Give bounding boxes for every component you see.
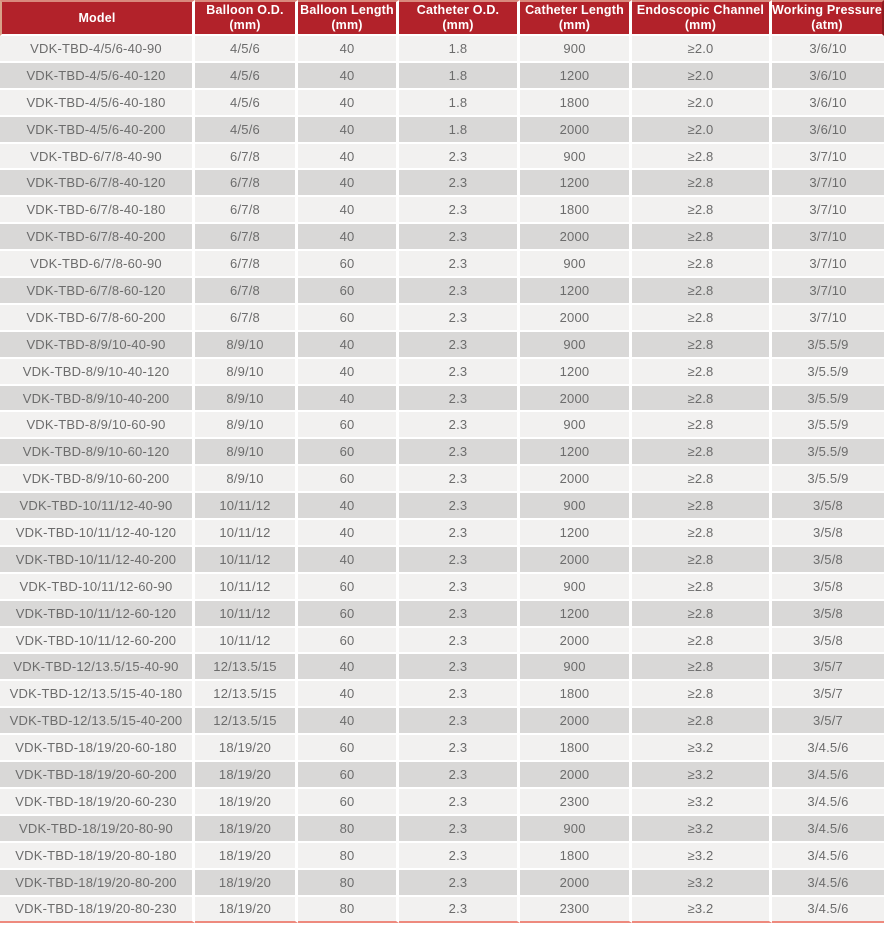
cell-catheter-length: 1200 xyxy=(520,359,632,386)
cell-model: VDK-TBD-8/9/10-40-120 xyxy=(0,359,195,386)
cell-model: VDK-TBD-10/11/12-60-200 xyxy=(0,628,195,655)
cell-balloon-length: 40 xyxy=(298,144,399,171)
cell-model: VDK-TBD-8/9/10-60-120 xyxy=(0,439,195,466)
cell-balloon-od: 12/13.5/15 xyxy=(195,708,298,735)
cell-catheter-od: 2.3 xyxy=(399,762,520,789)
cell-balloon-od: 18/19/20 xyxy=(195,762,298,789)
cell-model: VDK-TBD-18/19/20-80-200 xyxy=(0,870,195,897)
cell-model: VDK-TBD-6/7/8-40-120 xyxy=(0,170,195,197)
cell-working-pressure: 3/5.5/9 xyxy=(772,412,884,439)
cell-model: VDK-TBD-6/7/8-40-180 xyxy=(0,197,195,224)
table-row xyxy=(0,412,884,439)
cell-catheter-length: 2000 xyxy=(520,386,632,413)
cell-catheter-length: 2000 xyxy=(520,466,632,493)
cell-balloon-length: 40 xyxy=(298,170,399,197)
cell-balloon-length: 60 xyxy=(298,466,399,493)
cell-model: VDK-TBD-18/19/20-60-180 xyxy=(0,735,195,762)
table-row xyxy=(0,359,884,386)
cell-endoscopic-channel: ≥2.8 xyxy=(632,574,772,601)
cell-endoscopic-channel: ≥2.0 xyxy=(632,90,772,117)
column-header-label: Balloon Length xyxy=(300,3,394,18)
cell-working-pressure: 3/5/8 xyxy=(772,574,884,601)
cell-catheter-length: 2000 xyxy=(520,708,632,735)
cell-endoscopic-channel: ≥2.8 xyxy=(632,386,772,413)
cell-catheter-length: 2000 xyxy=(520,628,632,655)
cell-catheter-od: 2.3 xyxy=(399,439,520,466)
cell-catheter-length: 2000 xyxy=(520,762,632,789)
cell-working-pressure: 3/7/10 xyxy=(772,251,884,278)
cell-balloon-od: 10/11/12 xyxy=(195,493,298,520)
cell-catheter-od: 2.3 xyxy=(399,708,520,735)
cell-catheter-od: 2.3 xyxy=(399,601,520,628)
cell-catheter-od: 2.3 xyxy=(399,224,520,251)
cell-balloon-length: 40 xyxy=(298,654,399,681)
cell-endoscopic-channel: ≥3.2 xyxy=(632,789,772,816)
cell-catheter-length: 1800 xyxy=(520,197,632,224)
cell-catheter-od: 2.3 xyxy=(399,197,520,224)
cell-catheter-od: 2.3 xyxy=(399,654,520,681)
cell-balloon-od: 8/9/10 xyxy=(195,359,298,386)
cell-balloon-length: 60 xyxy=(298,439,399,466)
cell-balloon-length: 40 xyxy=(298,708,399,735)
column-header-label: Working Pressure xyxy=(772,3,882,18)
cell-model: VDK-TBD-18/19/20-80-180 xyxy=(0,843,195,870)
cell-catheter-od: 2.3 xyxy=(399,278,520,305)
cell-endoscopic-channel: ≥3.2 xyxy=(632,870,772,897)
cell-balloon-od: 12/13.5/15 xyxy=(195,681,298,708)
cell-balloon-od: 6/7/8 xyxy=(195,197,298,224)
cell-balloon-od: 6/7/8 xyxy=(195,170,298,197)
cell-catheter-length: 2300 xyxy=(520,897,632,924)
cell-balloon-od: 4/5/6 xyxy=(195,36,298,63)
cell-model: VDK-TBD-10/11/12-40-120 xyxy=(0,520,195,547)
cell-catheter-length: 1200 xyxy=(520,278,632,305)
table-row xyxy=(0,332,884,359)
cell-balloon-length: 80 xyxy=(298,870,399,897)
cell-balloon-od: 18/19/20 xyxy=(195,735,298,762)
table-row xyxy=(0,144,884,171)
cell-balloon-length: 40 xyxy=(298,197,399,224)
cell-catheter-length: 1200 xyxy=(520,520,632,547)
column-header-catheter-length xyxy=(520,0,632,36)
cell-catheter-length: 1800 xyxy=(520,681,632,708)
cell-working-pressure: 3/5/8 xyxy=(772,547,884,574)
table-row xyxy=(0,90,884,117)
cell-catheter-length: 2000 xyxy=(520,547,632,574)
cell-catheter-length: 900 xyxy=(520,251,632,278)
cell-balloon-length: 40 xyxy=(298,224,399,251)
cell-balloon-od: 18/19/20 xyxy=(195,789,298,816)
cell-model: VDK-TBD-12/13.5/15-40-180 xyxy=(0,681,195,708)
column-header-label: Catheter Length xyxy=(525,3,624,18)
table-row xyxy=(0,197,884,224)
cell-endoscopic-channel: ≥2.0 xyxy=(632,117,772,144)
cell-catheter-length: 1200 xyxy=(520,601,632,628)
cell-balloon-length: 60 xyxy=(298,762,399,789)
cell-endoscopic-channel: ≥2.8 xyxy=(632,547,772,574)
cell-catheter-length: 1200 xyxy=(520,439,632,466)
cell-catheter-length: 900 xyxy=(520,574,632,601)
table-row xyxy=(0,735,884,762)
cell-model: VDK-TBD-6/7/8-40-90 xyxy=(0,144,195,171)
cell-endoscopic-channel: ≥2.8 xyxy=(632,144,772,171)
cell-endoscopic-channel: ≥3.2 xyxy=(632,816,772,843)
column-header-catheter-od xyxy=(399,0,520,36)
column-header-unit: (mm) xyxy=(331,18,363,32)
cell-catheter-length: 2300 xyxy=(520,789,632,816)
cell-catheter-od: 2.3 xyxy=(399,520,520,547)
cell-catheter-od: 1.8 xyxy=(399,117,520,144)
cell-model: VDK-TBD-10/11/12-60-90 xyxy=(0,574,195,601)
cell-balloon-length: 60 xyxy=(298,601,399,628)
cell-endoscopic-channel: ≥2.8 xyxy=(632,628,772,655)
cell-balloon-od: 10/11/12 xyxy=(195,547,298,574)
table-row xyxy=(0,117,884,144)
cell-endoscopic-channel: ≥2.8 xyxy=(632,278,772,305)
table-row xyxy=(0,628,884,655)
cell-working-pressure: 3/5/7 xyxy=(772,654,884,681)
cell-model: VDK-TBD-4/5/6-40-120 xyxy=(0,63,195,90)
cell-catheter-length: 2000 xyxy=(520,224,632,251)
cell-catheter-length: 1800 xyxy=(520,843,632,870)
column-header-endoscopic-channel xyxy=(632,0,772,36)
cell-catheter-od: 2.3 xyxy=(399,628,520,655)
cell-working-pressure: 3/5.5/9 xyxy=(772,359,884,386)
cell-endoscopic-channel: ≥2.8 xyxy=(632,251,772,278)
column-header-label: Endoscopic Channel xyxy=(636,3,765,18)
cell-catheter-length: 900 xyxy=(520,332,632,359)
cell-model: VDK-TBD-8/9/10-40-200 xyxy=(0,386,195,413)
table-row xyxy=(0,681,884,708)
cell-working-pressure: 3/5.5/9 xyxy=(772,466,884,493)
cell-model: VDK-TBD-8/9/10-60-90 xyxy=(0,412,195,439)
table-row xyxy=(0,547,884,574)
cell-model: VDK-TBD-18/19/20-60-200 xyxy=(0,762,195,789)
cell-working-pressure: 3/5.5/9 xyxy=(772,439,884,466)
cell-balloon-od: 8/9/10 xyxy=(195,439,298,466)
column-header-unit: (mm) xyxy=(229,18,261,32)
cell-balloon-length: 80 xyxy=(298,843,399,870)
cell-endoscopic-channel: ≥2.8 xyxy=(632,466,772,493)
cell-working-pressure: 3/5/7 xyxy=(772,681,884,708)
cell-catheter-od: 1.8 xyxy=(399,36,520,63)
column-header-balloon-length xyxy=(298,0,399,36)
cell-catheter-od: 2.3 xyxy=(399,412,520,439)
cell-endoscopic-channel: ≥2.8 xyxy=(632,170,772,197)
column-header-unit: (mm) xyxy=(684,18,717,32)
cell-catheter-od: 2.3 xyxy=(399,843,520,870)
cell-balloon-od: 10/11/12 xyxy=(195,574,298,601)
cell-endoscopic-channel: ≥2.8 xyxy=(632,520,772,547)
column-header-unit: (mm) xyxy=(558,18,591,32)
table-row xyxy=(0,708,884,735)
table-row xyxy=(0,36,884,63)
cell-endoscopic-channel: ≥3.2 xyxy=(632,843,772,870)
cell-catheter-od: 2.3 xyxy=(399,170,520,197)
cell-endoscopic-channel: ≥3.2 xyxy=(632,762,772,789)
table-row xyxy=(0,251,884,278)
cell-catheter-length: 1800 xyxy=(520,90,632,117)
table-row xyxy=(0,224,884,251)
cell-model: VDK-TBD-4/5/6-40-200 xyxy=(0,117,195,144)
cell-catheter-od: 2.3 xyxy=(399,870,520,897)
cell-balloon-od: 6/7/8 xyxy=(195,278,298,305)
cell-catheter-length: 900 xyxy=(520,654,632,681)
cell-balloon-length: 40 xyxy=(298,547,399,574)
table-body xyxy=(0,36,884,923)
table-row xyxy=(0,439,884,466)
column-header-unit: (atm) xyxy=(811,18,843,32)
cell-catheter-od: 2.3 xyxy=(399,574,520,601)
cell-catheter-od: 2.3 xyxy=(399,144,520,171)
cell-balloon-length: 40 xyxy=(298,90,399,117)
cell-catheter-length: 1200 xyxy=(520,63,632,90)
cell-balloon-od: 6/7/8 xyxy=(195,251,298,278)
cell-endoscopic-channel: ≥3.2 xyxy=(632,897,772,924)
cell-endoscopic-channel: ≥2.8 xyxy=(632,654,772,681)
cell-catheter-length: 1800 xyxy=(520,735,632,762)
cell-model: VDK-TBD-6/7/8-60-120 xyxy=(0,278,195,305)
cell-model: VDK-TBD-10/11/12-60-120 xyxy=(0,601,195,628)
cell-endoscopic-channel: ≥2.0 xyxy=(632,63,772,90)
cell-catheter-length: 2000 xyxy=(520,870,632,897)
cell-catheter-length: 900 xyxy=(520,412,632,439)
cell-endoscopic-channel: ≥2.8 xyxy=(632,332,772,359)
cell-balloon-length: 40 xyxy=(298,117,399,144)
cell-balloon-od: 18/19/20 xyxy=(195,843,298,870)
cell-catheter-od: 2.3 xyxy=(399,493,520,520)
cell-balloon-length: 60 xyxy=(298,278,399,305)
cell-balloon-length: 60 xyxy=(298,251,399,278)
cell-balloon-od: 8/9/10 xyxy=(195,412,298,439)
cell-model: VDK-TBD-6/7/8-60-90 xyxy=(0,251,195,278)
table-row xyxy=(0,654,884,681)
table-row xyxy=(0,897,884,924)
column-header-model xyxy=(0,0,195,36)
cell-catheter-od: 1.8 xyxy=(399,90,520,117)
cell-working-pressure: 3/6/10 xyxy=(772,117,884,144)
cell-balloon-od: 6/7/8 xyxy=(195,144,298,171)
cell-working-pressure: 3/5/8 xyxy=(772,520,884,547)
cell-catheter-od: 2.3 xyxy=(399,466,520,493)
cell-model: VDK-TBD-8/9/10-60-200 xyxy=(0,466,195,493)
cell-working-pressure: 3/5.5/9 xyxy=(772,332,884,359)
cell-endoscopic-channel: ≥2.8 xyxy=(632,493,772,520)
cell-catheter-od: 2.3 xyxy=(399,251,520,278)
cell-balloon-length: 80 xyxy=(298,816,399,843)
cell-endoscopic-channel: ≥2.8 xyxy=(632,197,772,224)
table-row xyxy=(0,601,884,628)
cell-model: VDK-TBD-10/11/12-40-200 xyxy=(0,547,195,574)
cell-endoscopic-channel: ≥2.8 xyxy=(632,412,772,439)
cell-endoscopic-channel: ≥2.8 xyxy=(632,359,772,386)
cell-catheter-length: 900 xyxy=(520,493,632,520)
cell-working-pressure: 3/4.5/6 xyxy=(772,762,884,789)
cell-working-pressure: 3/7/10 xyxy=(772,197,884,224)
cell-catheter-od: 2.3 xyxy=(399,897,520,924)
table-row xyxy=(0,386,884,413)
cell-catheter-od: 2.3 xyxy=(399,359,520,386)
column-header-label: Balloon O.D. xyxy=(206,3,284,18)
cell-working-pressure: 3/5.5/9 xyxy=(772,386,884,413)
cell-model: VDK-TBD-18/19/20-60-230 xyxy=(0,789,195,816)
cell-balloon-od: 4/5/6 xyxy=(195,90,298,117)
table-row xyxy=(0,63,884,90)
cell-working-pressure: 3/4.5/6 xyxy=(772,789,884,816)
cell-balloon-od: 4/5/6 xyxy=(195,117,298,144)
column-header-unit: (mm) xyxy=(442,18,474,32)
cell-balloon-length: 60 xyxy=(298,412,399,439)
cell-balloon-od: 6/7/8 xyxy=(195,305,298,332)
cell-balloon-length: 40 xyxy=(298,63,399,90)
cell-endoscopic-channel: ≥2.8 xyxy=(632,439,772,466)
cell-working-pressure: 3/6/10 xyxy=(772,36,884,63)
table-row xyxy=(0,762,884,789)
cell-balloon-length: 60 xyxy=(298,574,399,601)
table-header xyxy=(0,0,884,36)
cell-catheter-od: 2.3 xyxy=(399,547,520,574)
cell-model: VDK-TBD-4/5/6-40-180 xyxy=(0,90,195,117)
cell-endoscopic-channel: ≥2.8 xyxy=(632,708,772,735)
cell-model: VDK-TBD-12/13.5/15-40-90 xyxy=(0,654,195,681)
cell-model: VDK-TBD-6/7/8-40-200 xyxy=(0,224,195,251)
cell-balloon-length: 60 xyxy=(298,735,399,762)
cell-balloon-od: 8/9/10 xyxy=(195,386,298,413)
column-header-label: Catheter O.D. xyxy=(416,3,500,18)
table-row xyxy=(0,278,884,305)
header-row xyxy=(0,0,884,36)
cell-balloon-length: 40 xyxy=(298,520,399,547)
cell-balloon-od: 10/11/12 xyxy=(195,601,298,628)
cell-catheter-od: 2.3 xyxy=(399,305,520,332)
cell-working-pressure: 3/6/10 xyxy=(772,63,884,90)
cell-catheter-od: 2.3 xyxy=(399,816,520,843)
cell-working-pressure: 3/7/10 xyxy=(772,144,884,171)
cell-balloon-od: 6/7/8 xyxy=(195,224,298,251)
cell-catheter-od: 2.3 xyxy=(399,332,520,359)
cell-working-pressure: 3/5/8 xyxy=(772,628,884,655)
cell-catheter-length: 1200 xyxy=(520,170,632,197)
cell-balloon-od: 12/13.5/15 xyxy=(195,654,298,681)
column-header-working-pressure xyxy=(772,0,884,36)
cell-working-pressure: 3/7/10 xyxy=(772,224,884,251)
table-row xyxy=(0,870,884,897)
cell-catheter-length: 2000 xyxy=(520,117,632,144)
cell-balloon-od: 4/5/6 xyxy=(195,63,298,90)
cell-model: VDK-TBD-6/7/8-60-200 xyxy=(0,305,195,332)
cell-working-pressure: 3/4.5/6 xyxy=(772,897,884,924)
cell-working-pressure: 3/4.5/6 xyxy=(772,816,884,843)
cell-catheter-od: 1.8 xyxy=(399,63,520,90)
cell-model: VDK-TBD-12/13.5/15-40-200 xyxy=(0,708,195,735)
cell-working-pressure: 3/5/8 xyxy=(772,601,884,628)
cell-working-pressure: 3/4.5/6 xyxy=(772,870,884,897)
table-row xyxy=(0,789,884,816)
cell-working-pressure: 3/7/10 xyxy=(772,305,884,332)
table-row xyxy=(0,170,884,197)
cell-balloon-od: 8/9/10 xyxy=(195,332,298,359)
cell-working-pressure: 3/5/8 xyxy=(772,493,884,520)
table-row xyxy=(0,816,884,843)
table-row xyxy=(0,305,884,332)
cell-catheter-od: 2.3 xyxy=(399,789,520,816)
cell-catheter-length: 900 xyxy=(520,36,632,63)
cell-balloon-od: 10/11/12 xyxy=(195,628,298,655)
cell-balloon-length: 40 xyxy=(298,493,399,520)
cell-catheter-length: 900 xyxy=(520,144,632,171)
cell-model: VDK-TBD-8/9/10-40-90 xyxy=(0,332,195,359)
cell-model: VDK-TBD-10/11/12-40-90 xyxy=(0,493,195,520)
table-row xyxy=(0,574,884,601)
cell-catheter-length: 2000 xyxy=(520,305,632,332)
column-header-balloon-od xyxy=(195,0,298,36)
cell-endoscopic-channel: ≥3.2 xyxy=(632,735,772,762)
cell-endoscopic-channel: ≥2.8 xyxy=(632,601,772,628)
table-row xyxy=(0,520,884,547)
cell-balloon-length: 60 xyxy=(298,789,399,816)
cell-working-pressure: 3/7/10 xyxy=(772,170,884,197)
cell-working-pressure: 3/5/7 xyxy=(772,708,884,735)
cell-endoscopic-channel: ≥2.8 xyxy=(632,305,772,332)
cell-balloon-length: 80 xyxy=(298,897,399,924)
table-row xyxy=(0,466,884,493)
cell-endoscopic-channel: ≥2.8 xyxy=(632,681,772,708)
cell-working-pressure: 3/6/10 xyxy=(772,90,884,117)
column-header-label: Model xyxy=(78,10,116,25)
cell-balloon-od: 18/19/20 xyxy=(195,870,298,897)
cell-balloon-length: 60 xyxy=(298,628,399,655)
cell-model: VDK-TBD-18/19/20-80-90 xyxy=(0,816,195,843)
table-row xyxy=(0,493,884,520)
cell-working-pressure: 3/4.5/6 xyxy=(772,843,884,870)
cell-balloon-length: 40 xyxy=(298,681,399,708)
cell-balloon-length: 40 xyxy=(298,359,399,386)
cell-endoscopic-channel: ≥2.0 xyxy=(632,36,772,63)
cell-balloon-length: 40 xyxy=(298,386,399,413)
cell-catheter-length: 900 xyxy=(520,816,632,843)
cell-working-pressure: 3/4.5/6 xyxy=(772,735,884,762)
cell-catheter-od: 2.3 xyxy=(399,681,520,708)
cell-model: VDK-TBD-18/19/20-80-230 xyxy=(0,897,195,924)
cell-working-pressure: 3/7/10 xyxy=(772,278,884,305)
table-row xyxy=(0,843,884,870)
cell-balloon-od: 8/9/10 xyxy=(195,466,298,493)
cell-balloon-length: 40 xyxy=(298,332,399,359)
cell-balloon-od: 10/11/12 xyxy=(195,520,298,547)
cell-model: VDK-TBD-4/5/6-40-90 xyxy=(0,36,195,63)
cell-balloon-od: 18/19/20 xyxy=(195,816,298,843)
cell-balloon-length: 40 xyxy=(298,36,399,63)
cell-catheter-od: 2.3 xyxy=(399,735,520,762)
cell-endoscopic-channel: ≥2.8 xyxy=(632,224,772,251)
cell-balloon-length: 60 xyxy=(298,305,399,332)
cell-balloon-od: 18/19/20 xyxy=(195,897,298,924)
cell-catheter-od: 2.3 xyxy=(399,386,520,413)
